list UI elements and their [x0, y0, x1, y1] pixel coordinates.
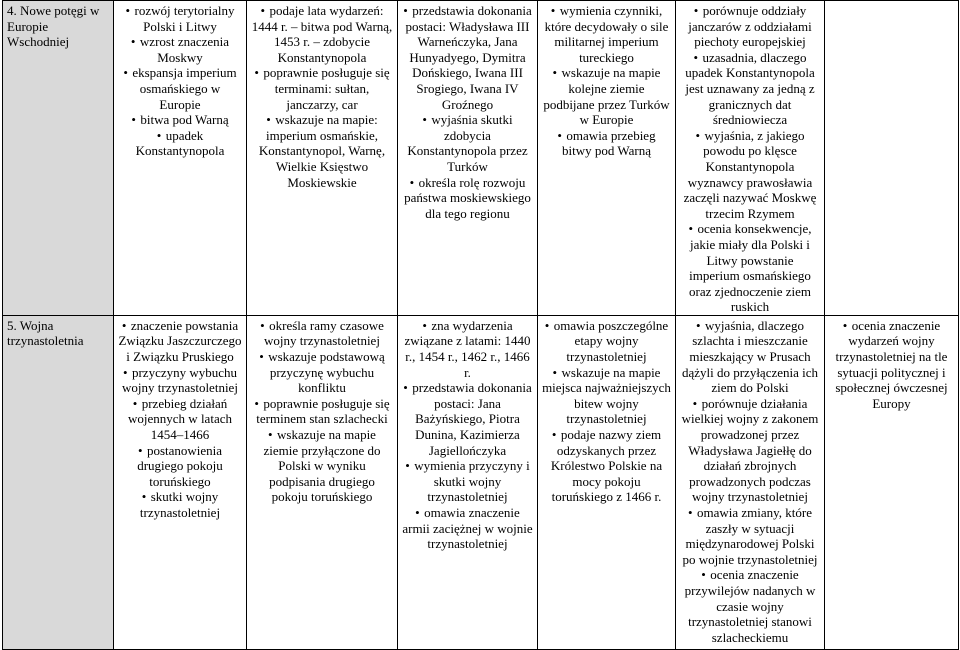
item-text: przyczyny wybuchu wojny trzynastoletniej: [122, 364, 238, 396]
bullet-icon: •: [695, 127, 701, 143]
list-item: [118, 365, 242, 396]
bullet-icon: •: [557, 127, 562, 143]
item-text: upadek Konstantynopola: [135, 127, 225, 159]
list-item: [118, 128, 242, 159]
list-item: [251, 427, 393, 505]
item-text: omawia zmiany, które zaszły w sytuacji międzynarodowej Polski po wojnie trzynastoletniej: [682, 505, 818, 567]
list-item: [251, 318, 393, 349]
requirements-cell: [247, 315, 398, 649]
item-text: przedstawia dokonania postaci: Władysława III Warneńczyka, Jana Hunyadyego, Dymitra Dońskiego, Iwana III Srogiego, Iwana IV Groźnego: [405, 3, 532, 112]
table-row: [3, 315, 959, 649]
bullet-icon: •: [137, 442, 143, 458]
bullet-icon: •: [403, 3, 408, 18]
list-item: [118, 318, 242, 365]
requirements-cell: [676, 1, 825, 316]
topic-title: 5. Wojna trzynastoletnia: [7, 317, 84, 349]
bullet-icon: •: [550, 3, 556, 18]
bullet-list: [251, 318, 393, 505]
bullet-list: [251, 3, 393, 190]
bullet-icon: •: [141, 489, 147, 505]
item-text: ocenia znaczenie przywilejów nadanych w czasie wojny trzynastoletniej stanowi szlacheckiemu: [684, 567, 816, 645]
bullet-icon: •: [122, 364, 128, 380]
bullet-icon: •: [268, 427, 273, 443]
list-item: [680, 3, 820, 50]
bullet-icon: •: [260, 317, 265, 333]
item-text: wskazuje na mapie: imperium osmańskie, Konstantynopol, Warnę, Wielkie Księstwo Moskiewskie: [258, 112, 386, 190]
bullet-icon: •: [696, 317, 701, 333]
bullet-icon: •: [688, 221, 694, 237]
item-text: wymienia czynniki, które decydowały o sile militarnej imperium tureckiego: [544, 3, 669, 65]
item-text: przebieg działań wojennych w latach 1454–1466: [128, 395, 232, 443]
bullet-icon: •: [266, 112, 271, 128]
list-item: [402, 458, 533, 505]
list-item: [118, 112, 242, 128]
list-item: [542, 427, 671, 505]
item-text: określa ramy czasowe wojny trzynastoletniej: [264, 317, 384, 349]
requirements-cell: [247, 1, 398, 316]
list-item: [118, 3, 242, 34]
item-text: poprawnie posługuje się terminami: sułtan, janczarzy, car: [263, 65, 390, 112]
item-text: wyjaśnia, z jakiego powodu po klęsce Konstantynopola wyznawcy prawosławia zaczęli nazywać Moskwę trzecim Rzymem: [683, 127, 817, 221]
list-item: [680, 50, 820, 128]
list-item: [542, 65, 671, 127]
bullet-list: [402, 3, 533, 221]
item-text: wskazuje na mapie ziemie przyłączone do Polski w wyniku podpisania drugiego pokoju toruńskiego: [263, 427, 381, 505]
bullet-icon: •: [123, 65, 128, 81]
bullet-icon: •: [131, 112, 136, 128]
bullet-icon: •: [687, 505, 693, 520]
item-text: ekspansja imperium osmańskiego w Europie: [132, 65, 237, 112]
bullet-icon: •: [403, 380, 408, 396]
bullet-icon: •: [693, 49, 699, 65]
item-text: poprawnie posługuje się terminem stan szlachecki: [256, 395, 390, 427]
list-item: [251, 112, 393, 190]
list-item: [542, 128, 671, 159]
list-item: [251, 3, 393, 65]
bullet-icon: •: [121, 317, 127, 333]
list-item: [402, 3, 533, 112]
list-item: [680, 567, 820, 645]
bullet-list: [829, 318, 954, 412]
list-item: [402, 175, 533, 222]
bullet-icon: •: [409, 174, 415, 190]
bullet-icon: •: [552, 364, 558, 380]
list-item: [680, 396, 820, 505]
list-item: [402, 318, 533, 380]
item-text: wskazuje na mapie kolejne ziemie podbijane przez Turków w Europie: [543, 65, 670, 128]
bullet-icon: •: [544, 317, 550, 333]
bullet-icon: •: [552, 65, 558, 81]
item-text: określa rolę rozwoju państwa moskiewskiego dla tego regionu: [404, 174, 531, 221]
item-text: postanowienia drugiego pokoju toruńskiego: [137, 442, 223, 489]
bullet-icon: •: [415, 505, 420, 520]
list-item: [680, 505, 820, 567]
bullet-list: [402, 318, 533, 552]
item-text: porównuje działania wielkiej wojny z zakonem prowadzonej przez Władysława Jagiełłę do działań zbrojnych prowadzonych podczas wojny trzynastoletniej: [681, 395, 819, 505]
requirements-cell: [398, 315, 538, 649]
requirements-cell: [825, 315, 959, 649]
bullet-icon: •: [405, 458, 410, 474]
bullet-icon: •: [842, 317, 848, 333]
list-item: [542, 318, 671, 365]
list-item: [118, 443, 242, 490]
item-text: ocenia konsekwencje, jakie miały dla Polski i Litwy powstanie imperium osmańskiego oraz zjednoczenie ziem ruskich: [689, 221, 812, 315]
bullet-icon: •: [259, 349, 264, 365]
item-text: wskazuje podstawową przyczynę wybuchu konfliktu: [268, 349, 385, 396]
bullet-list: [118, 3, 242, 159]
bullet-icon: •: [701, 567, 706, 583]
item-text: wzrost znaczenia Moskwy: [139, 34, 230, 65]
topic-cell: [3, 315, 114, 649]
list-item: [251, 65, 393, 112]
list-item: [251, 349, 393, 396]
bullet-icon: •: [692, 395, 698, 411]
requirements-cell: [825, 1, 959, 316]
list-item: [118, 396, 242, 443]
bullet-icon: •: [551, 427, 557, 443]
bullet-icon: •: [132, 395, 138, 411]
list-item: [680, 221, 820, 315]
bullet-list: [680, 3, 820, 315]
bullet-list: [542, 3, 671, 159]
bullet-icon: •: [156, 127, 162, 143]
list-item: [402, 112, 533, 174]
item-text: przedstawia dokonania postaci: Jana Bażyńskiego, Piotra Dunina, Kazimierza Jagiellończyka: [412, 380, 532, 458]
requirements-cell: [538, 315, 676, 649]
bullet-list: [542, 318, 671, 505]
bullet-icon: •: [422, 317, 427, 333]
item-text: wyjaśnia, dlaczego szlachta i mieszczanie mieszkający w Prusach dążyli do przyłączenia ich ziem do Polski: [681, 317, 819, 396]
list-item: [829, 318, 954, 412]
bullet-icon: •: [260, 3, 266, 18]
item-text: omawia znaczenie armii zaciężnej w wojnie trzynastoletniej: [402, 505, 533, 552]
requirements-cell: [676, 315, 825, 649]
item-text: uzasadnia, dlaczego upadek Konstantynopola jest uznawany za jedną z granicznych dat średniowiecza: [685, 49, 815, 128]
bullet-icon: •: [254, 395, 259, 411]
list-item: [118, 489, 242, 520]
list-item: [402, 505, 533, 552]
bullet-icon: •: [125, 3, 131, 18]
list-item: [118, 65, 242, 112]
topic-cell: [3, 1, 114, 316]
table-row: [3, 1, 959, 316]
item-text: bitwa pod Warną: [140, 112, 229, 128]
bullet-list: [680, 318, 820, 645]
list-item: [542, 3, 671, 65]
list-item: [118, 34, 242, 65]
item-text: porównuje oddziały janczarów z oddziałami piechoty europejskiej: [688, 3, 812, 50]
item-text: wyjaśnia skutki zdobycia Konstantynopola przez Turków: [407, 112, 528, 174]
bullet-icon: •: [693, 3, 699, 18]
item-text: wskazuje na mapie miejsca najważniejszych bitew wojny trzynastoletniej: [542, 364, 671, 427]
item-text: ocenia znaczenie wydarzeń wojny trzynastoletniej na tle sytuacji politycznej i społecznej ówczesnej Europy: [835, 317, 948, 411]
item-text: podaje lata wydarzeń: 1444 r. – bitwa pod Warną, 1453 r. – zdobycie Konstantynopola: [251, 3, 393, 65]
list-item: [251, 396, 393, 427]
item-text: podaje nazwy ziem odzyskanych przez Królestwo Polskie na mocy pokoju toruńskiego z 1466 r.: [550, 427, 663, 505]
item-text: znaczenie powstania Związku Jaszczurczego i Związku Pruskiego: [118, 317, 242, 365]
item-text: skutki wojny trzynastoletniej: [139, 489, 221, 520]
item-text: zna wydarzenia związane z latami: 1440 r., 1454 r., 1462 r., 1466 r.: [404, 317, 531, 380]
list-item: [680, 128, 820, 222]
item-text: omawia przebieg bitwy pod Warną: [562, 127, 656, 159]
bullet-icon: •: [254, 65, 259, 81]
content-cell: [114, 1, 247, 316]
requirements-cell: [538, 1, 676, 316]
list-item: [542, 365, 671, 427]
content-cell: [114, 315, 247, 649]
list-item: [680, 318, 820, 396]
bullet-icon: •: [130, 34, 136, 50]
item-text: wymienia przyczyny i skutki wojny trzynastoletniej: [414, 458, 530, 505]
item-text: rozwój terytorialny Polski i Litwy: [134, 3, 235, 34]
requirements-cell: [398, 1, 538, 316]
bullet-list: [118, 318, 242, 521]
list-item: [402, 380, 533, 458]
topic-title: 4. Nowe potęgi w Europie Wschodniej: [7, 3, 100, 50]
bullet-icon: •: [422, 112, 427, 128]
item-text: omawia poszczególne etapy wojny trzynastoletniej: [553, 317, 669, 365]
curriculum-table: [2, 0, 959, 650]
